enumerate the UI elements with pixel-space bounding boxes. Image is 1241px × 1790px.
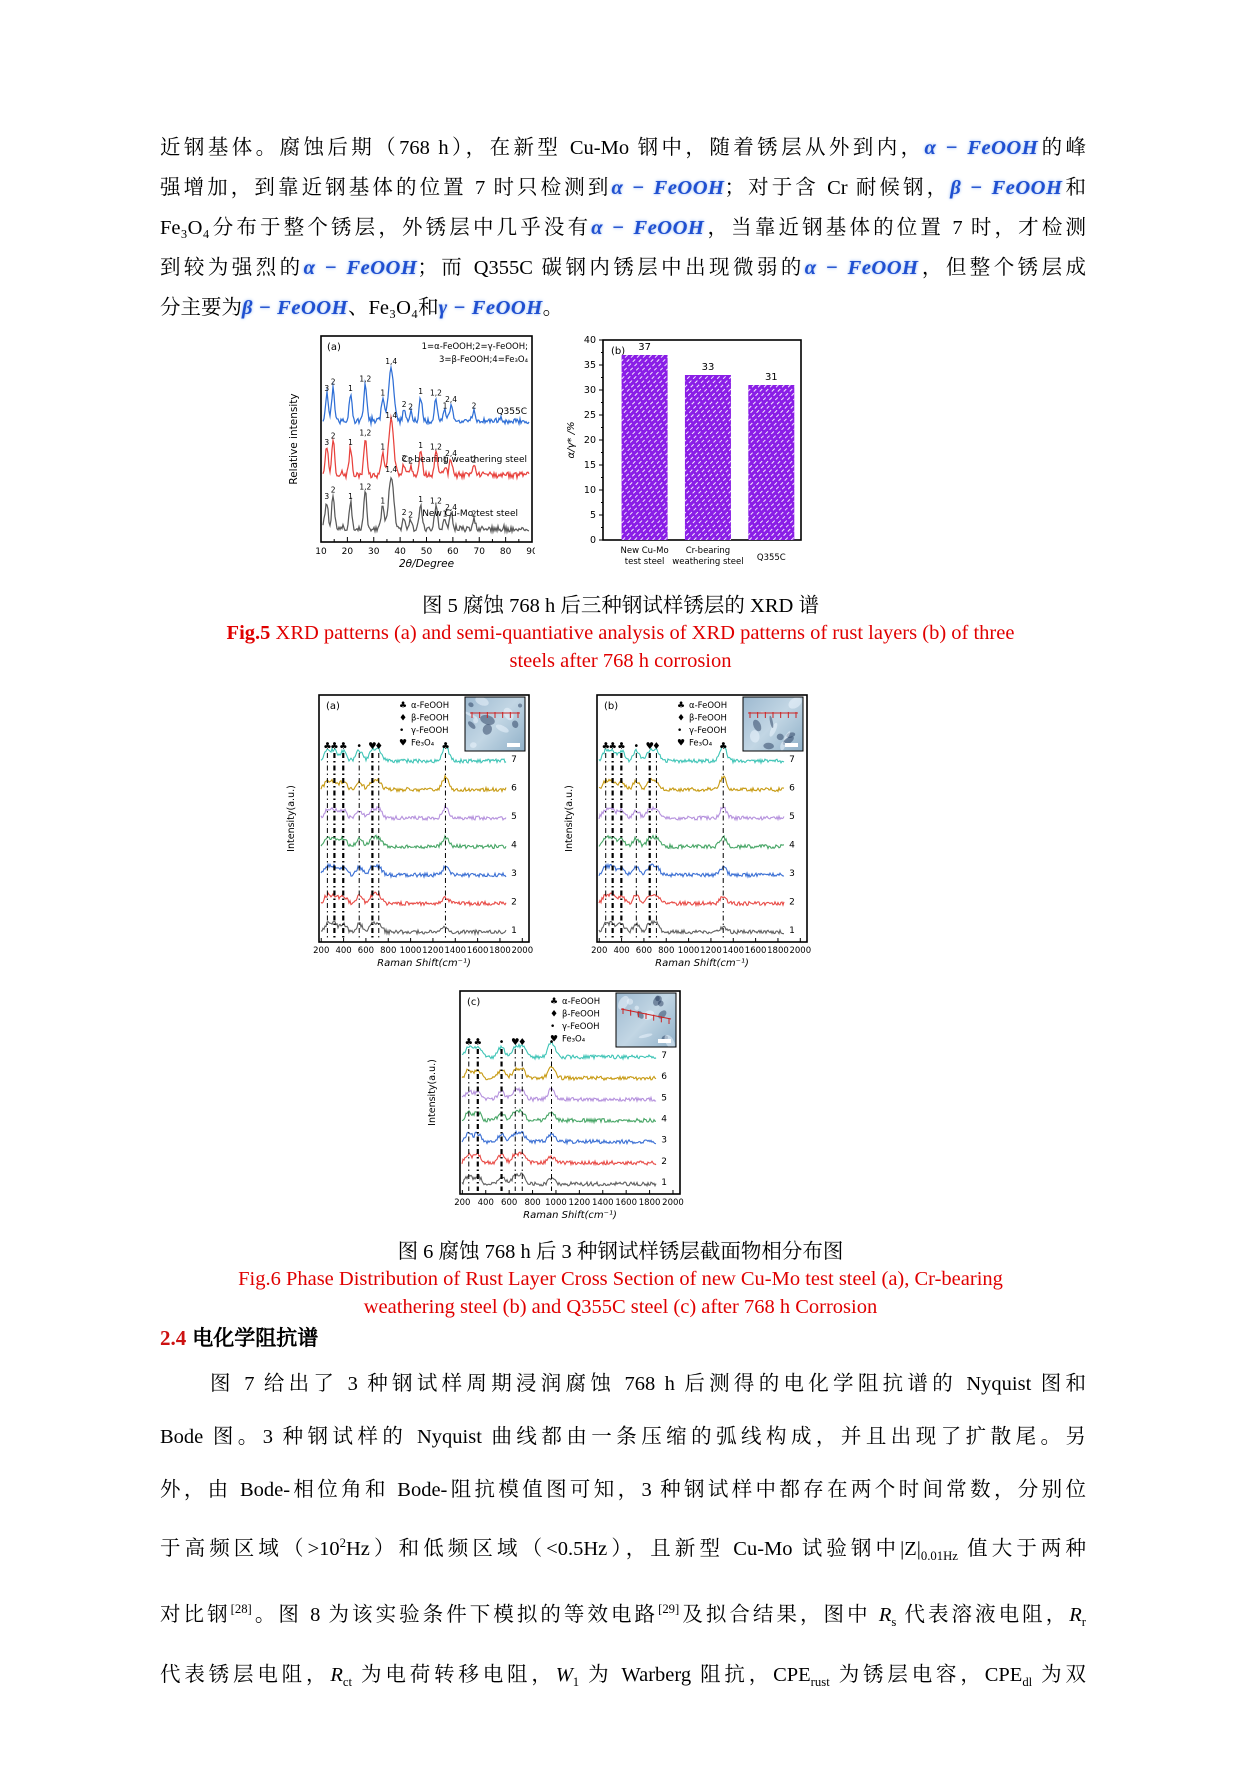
caption-line: weathering steel (b) and Q355C steel (c) after 768 h Corrosion	[363, 1295, 878, 1318]
caption-line: steels after 768 h corrosion	[509, 649, 732, 672]
caption-line: Fig.6 Phase Distribution of Rust Layer Cross Section of new Cu-Mo test steel (a), Cr-bearing	[238, 1268, 1003, 1290]
xrd-patterns-chart	[287, 330, 535, 584]
paragraph-rust-phases	[160, 128, 1086, 328]
figure-5	[287, 330, 807, 584]
text-line: 外，由 Bode-相位角和 Bode-阻抗模值图可知，3 种钢试样中都存在两个时间常数，分别位	[160, 1479, 1086, 1501]
text-line: 于高频区域$(>10^2Hz)$和低频区域（<0.5Hz），且新型 Cu-Mo 试验钢中$|Z|_{0.01Hz}$ 值大于两种	[160, 1536, 1087, 1563]
figure-5-caption-en	[0, 620, 1241, 675]
text-line: 近钢基体。腐蚀后期（768 h），在新型 Cu-Mo 钢中，随着锈层从外到内，α − FeOOH的峰	[160, 137, 1087, 159]
figure-6-caption-en	[0, 1266, 1241, 1321]
section-title: 电化学阻抗谱	[192, 1326, 319, 1350]
section-number: 2.4	[160, 1326, 187, 1350]
raman-spectra-panel-b	[561, 690, 813, 978]
text-line: 对比钢[28]。图 8 为该实验条件下模拟的等效电路[29]及拟合结果，图中 $R_s$ 代表溶液电阻，$R_r$	[160, 1601, 1087, 1629]
raman-spectra-panel-c	[424, 986, 686, 1230]
text-line: 图 7 给出了 3 种钢试样周期浸润腐蚀 768 h 后测得的电化学阻抗谱的 Nyquist 图和	[210, 1373, 1086, 1395]
semi-quantitative-bar-chart	[563, 330, 807, 584]
raman-spectra-panel-a	[283, 690, 535, 978]
figure-6-panel-c	[424, 986, 686, 1230]
section-heading-2-4	[160, 1322, 318, 1352]
text-line: 到较为强烈的α − FeOOH；而 Q355C 碳钢内锈层中出现微弱的α − FeOOH，但整个锈层成	[160, 257, 1087, 279]
figure-5-caption-zh: 图 5 腐蚀 768 h 后三种钢试样锈层的 XRD 谱	[422, 595, 819, 617]
caption-line: Fig.5 XRD patterns (a) and semi-quantiative analysis of XRD patterns of rust layers (b) of three	[226, 622, 1015, 644]
text-line: Fe₃O₄分布于整个锈层，外锈层中几乎没有α − FeOOH，当靠近钢基体的位置 7 时，才检测	[160, 217, 1086, 239]
text-line: Bode 图。3 种钢试样的 Nyquist 曲线都由一条压缩的弧线构成，并且出现了扩散尾。另	[160, 1426, 1086, 1448]
text-line: 强增加，到靠近钢基体的位置 7 时只检测到α − FeOOH；对于含 Cr 耐候钢，β − FeOOH和	[160, 177, 1087, 199]
text-line: 分主要为β − FeOOH、Fe₃O₄和γ − FeOOH。	[160, 297, 564, 319]
figure-6-row	[283, 690, 813, 978]
text-line: 代表锈层电阻，$R_{ct}$ 为电荷转移电阻，$W_1$ 为 Warberg 阻抗，$CPE_{rust}$ 为锈层电容，$CPE_{dl}$ 为双	[160, 1663, 1086, 1689]
paragraph-eis	[160, 1358, 1086, 1709]
figure-6-caption-zh: 图 6 腐蚀 768 h 后 3 种钢试样锈层截面物相分布图	[397, 1241, 844, 1263]
